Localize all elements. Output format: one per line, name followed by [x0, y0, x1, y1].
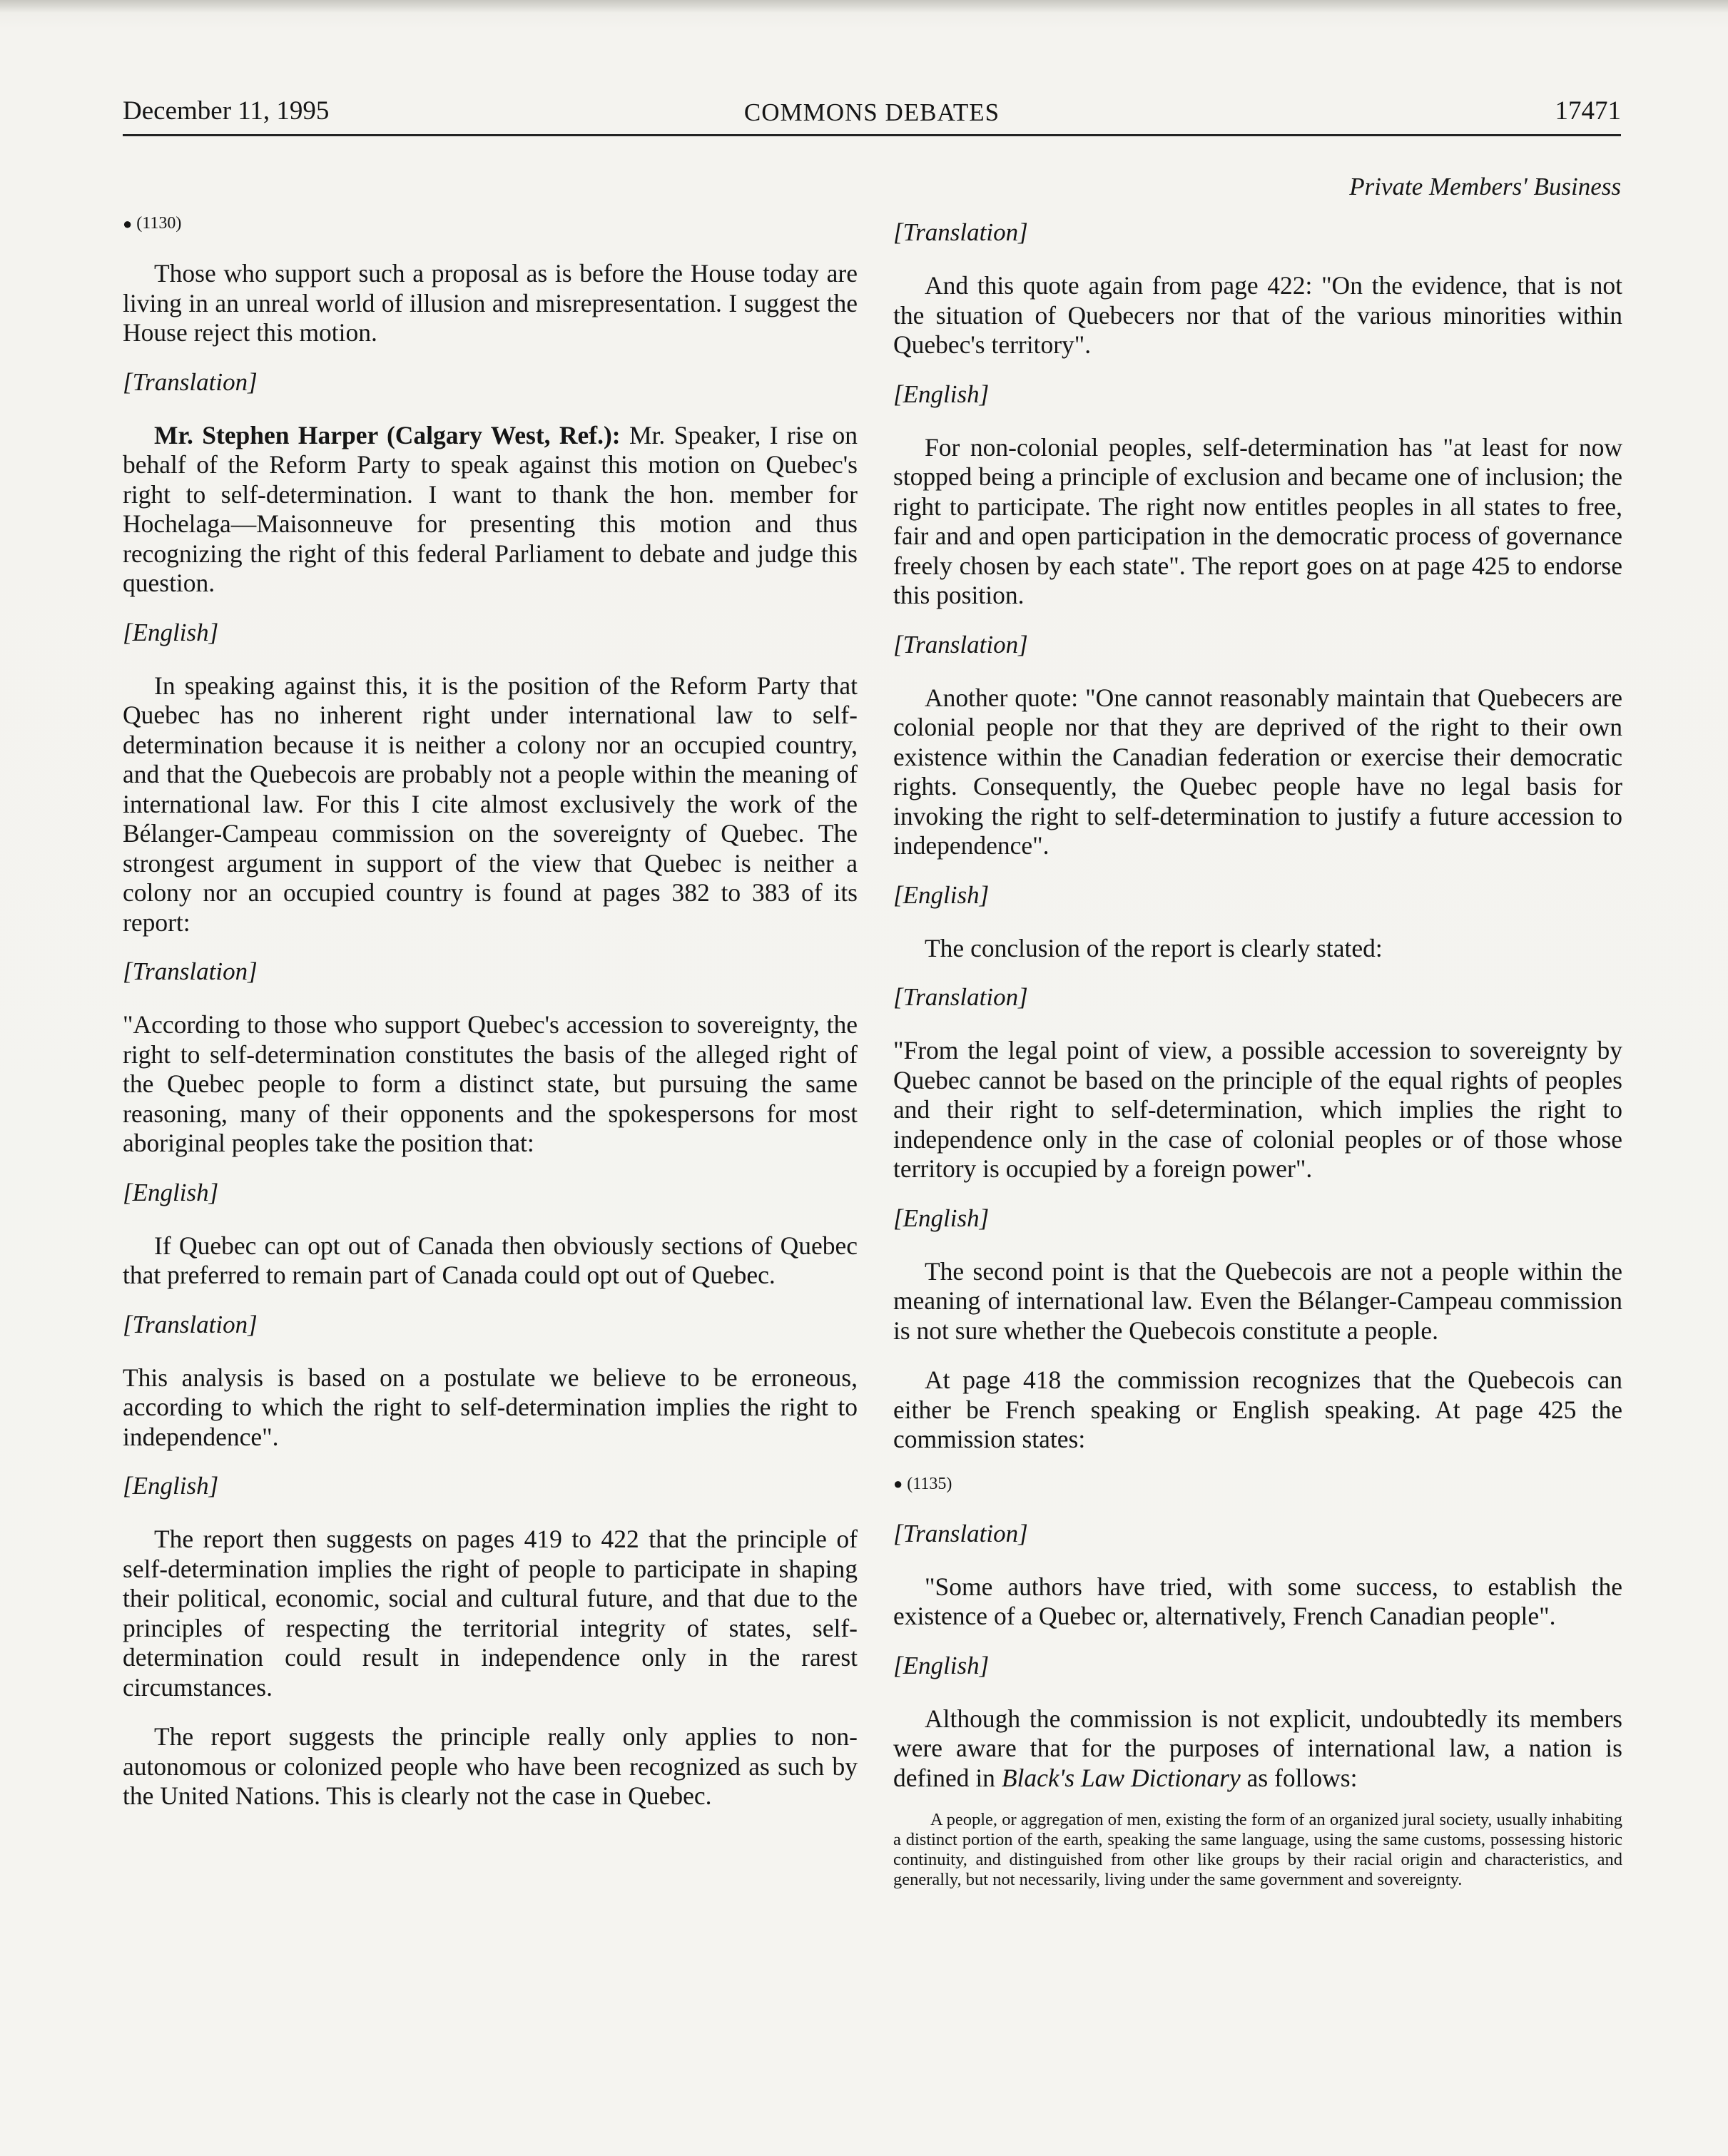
- paragraph: Another quote: "One cannot reasonably maintain that Quebecers are colonial people nor that they are deprived of the right to their own existence within the Canadian federation or exercise their democratic rights. Consequently, the Quebec people have no legal basis for invoking the right to self-determination to justify a future accession to independence".: [893, 683, 1622, 860]
- language-label: [Translation]: [893, 218, 1028, 246]
- header-page-number: 17471: [1555, 96, 1621, 126]
- language-label: [Translation]: [893, 630, 1028, 659]
- time-marker: [893, 1475, 1622, 1494]
- language-label: [English]: [893, 1651, 990, 1679]
- quote-paragraph: "According to those who support Quebec's accession to sovereignty, the right to self-determination constitutes the basis of the alleged right of the Quebec people to form a distinct state, but pursuing the same reasoning, many of their opponents and the spokespersons for most aboriginal peoples take the position that:: [123, 1010, 858, 1157]
- paragraph: If Quebec can opt out of Canada then obviously sections of Quebec that preferred to remain part of Canada could opt out of Quebec.: [123, 1231, 858, 1289]
- language-label: [English]: [893, 380, 990, 408]
- right-column: [893, 218, 1622, 1890]
- paragraph: At page 418 the commission recognizes that the Quebecois can either be French speaking or English speaking. At page 425 the commission states:: [893, 1366, 1622, 1453]
- paragraph-text: as follows:: [1240, 1763, 1358, 1792]
- paragraph: Those who support such a proposal as is before the House today are living in an unreal world of illusion and misrepresentation. I suggest the House reject this motion.: [123, 259, 858, 347]
- time-text: (1135): [907, 1474, 952, 1493]
- header-title: COMMONS DEBATES: [743, 98, 1000, 126]
- language-label: [English]: [893, 880, 990, 909]
- paragraph: "Some authors have tried, with some success, to establish the existence of a Quebec or, alternatively, French Canadian people".: [893, 1572, 1622, 1630]
- language-label: [English]: [893, 1204, 990, 1232]
- paragraph: The report then suggests on pages 419 to 422 that the principle of self-determination implies the right of people to participate in shaping their political, economic, social and cultural future, and that due to the principles of respecting the territorial integrity of states, self-determination could result in independence only in the rarest circumstances.: [123, 1525, 858, 1702]
- paragraph-speaker: [123, 421, 858, 599]
- language-label: [English]: [123, 1178, 219, 1206]
- time-text: (1130): [136, 214, 182, 233]
- cited-work-title: Black's Law Dictionary: [1001, 1763, 1241, 1792]
- section-label: Private Members' Business: [1349, 173, 1621, 200]
- language-label: [English]: [123, 618, 219, 646]
- left-column: [123, 214, 858, 1831]
- language-label: [Translation]: [123, 957, 258, 985]
- page-header: [123, 88, 1621, 136]
- header-date: December 11, 1995: [123, 96, 330, 126]
- quote-paragraph: "From the legal point of view, a possible accession to sovereignty by Quebec cannot be based on the principle of the equal rights of peoples and their right to self-determination, which implies the right to independence only in the case of colonial peoples or of those whose territory is occupied by a foreign power".: [893, 1036, 1622, 1183]
- speaker-name: Mr. Stephen Harper (Calgary West, Ref.):: [154, 420, 621, 449]
- quote-paragraph: This analysis is based on a postulate we believe to be erroneous, according to which the right to self-determination implies the right to independence".: [123, 1363, 858, 1451]
- language-label: [English]: [123, 1472, 219, 1500]
- bullet-icon: ●: [893, 1475, 903, 1493]
- speaker-text: Mr. Speaker, I rise on behalf of the Reform Party to speak against this motion on Quebec's right to self-determination. I want to thank the hon. member for Hochelaga—Maisonneuve for presenting this motion and thus recognizing the right of this federal Parliament to debate and judge this question.: [123, 420, 858, 597]
- paragraph: [893, 1704, 1622, 1794]
- bullet-icon: ●: [123, 214, 133, 233]
- language-label: [Translation]: [123, 1310, 258, 1338]
- time-marker: [123, 214, 858, 233]
- header-rule: [123, 134, 1621, 136]
- paragraph: The report suggests the principle really only applies to non-autonomous or colonized people who have been recognized as such by the United Nations. This is clearly not the case in Quebec.: [123, 1722, 858, 1810]
- definition-block-quote: A people, or aggregation of men, existing the form of an organized jural society, usually inhabiting a distinct portion of the earth, speaking the same language, using the same customs, possessing historic continuity, and distinguished from other like groups by their racial origin and characteristics, and generally, but not necessarily, living under the same government and sovereignty.: [893, 1810, 1622, 1889]
- paragraph: And this quote again from page 422: "On the evidence, that is not the situation of Quebecers nor that of the various minorities within Quebec's territory".: [893, 271, 1622, 359]
- language-label: [Translation]: [893, 1519, 1028, 1547]
- scan-edge: [0, 0, 1728, 13]
- paragraph: The second point is that the Quebecois are not a people within the meaning of international law. Even the Bélanger-Campeau commission is not sure whether the Quebecois constitute a people.: [893, 1256, 1622, 1345]
- paragraph-text: Although the commission is not explicit, undoubtedly its members were aware that for the purposes of international law, a nation is defined in: [893, 1704, 1622, 1792]
- language-label: [Translation]: [893, 983, 1028, 1011]
- paragraph: In speaking against this, it is the position of the Reform Party that Quebec has no inherent right under international law to self-determination because it is neither a colony nor an occupied country, and that the Quebecois are probably not a people within the meaning of international law. For this I cite almost exclusively the work of the Bélanger-Campeau commission on the sovereignty of Quebec. The strongest argument in support of the view that Quebec is neither a colony nor an occupied country is found at pages 382 to 383 of its report:: [123, 671, 858, 937]
- paragraph: The conclusion of the report is clearly stated:: [925, 933, 1383, 962]
- paragraph: For non-colonial peoples, self-determination has "at least for now stopped being a principle of exclusion and became one of inclusion; the right to participate. The right now entitles peoples in all states to free, fair and and open participation in the democratic process of governance freely chosen by each state". The report goes on at page 425 to endorse this position.: [893, 432, 1622, 609]
- language-label: [Translation]: [123, 367, 258, 396]
